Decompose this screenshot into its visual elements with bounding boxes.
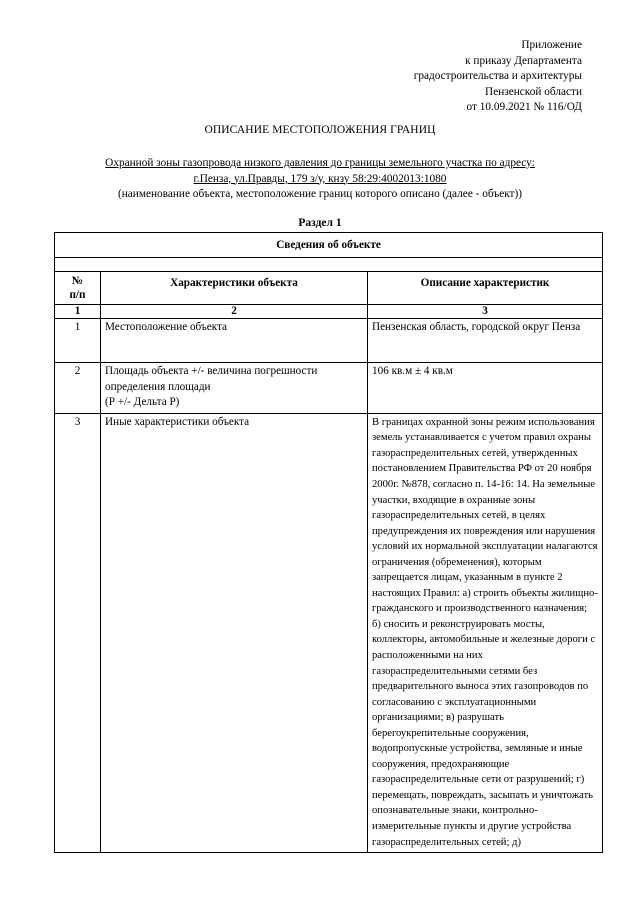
column-number: 2: [101, 305, 368, 319]
object-description: [0, 156, 640, 203]
row-number: 3: [55, 413, 101, 852]
header-number: № п/п: [55, 272, 101, 305]
appendix-line: градостроительства и архитектуры: [413, 70, 582, 83]
table-spacer-row: [55, 258, 603, 272]
object-name-line: Охранной зоны газопровода низкого давления до границы земельного участка по адресу:: [105, 157, 535, 169]
table-caption: Сведения об объекте: [55, 233, 603, 258]
appendix-line: к приказу Департамента: [465, 54, 582, 67]
table-row: [55, 319, 603, 363]
header-characteristic: Характеристики объекта: [101, 272, 368, 305]
row-characteristic: Площадь объекта +/- величина погрешности определения площади (Р +/- Дельта Р): [101, 363, 368, 414]
appendix-line: Пензенской области: [485, 85, 582, 98]
row-description: Пензенская область, городской округ Пенза: [368, 319, 603, 363]
row-description: 106 кв.м ± 4 кв.м: [368, 363, 603, 414]
column-number: 1: [55, 305, 101, 319]
row-description: В границах охранной зоны режим использования земель устанавливается с учетом правил охраны газораспределительных сетей, утвержденных постановлением Правительства РФ от 20 ноября 2000г. №878, согласно п. 14-16: 14. На земельные участки, входящие в охранные зоны газораспределительных сетей, в целях предупреждения их повреждения или нарушения условий их нормальной эксплуатации налагаются ограничения (обременения), которым запрещается лицам, указанным в пункте 2 настоящих Правил: а) строить объекты жилищно-гражданского и производственного назначения; б) сносить и реконструировать мосты, коллекторы, автомобильные и железные дороги с расположенными на них газораспределительными сетями без предварительного выноса этих газопроводов по согласованию с эксплуатационными организациями; в) разрушать берегоукрепительные сооружения, водопропускные устройства, земляные и иные сооружения, предохраняющие газораспределительные сети от разрушений; г) перемещать, повреждать, засыпать и уничтожать опознавательные знаки, контрольно-измерительные пункты и другие устройства газораспределительных сетей; д): [368, 413, 603, 852]
row-number: 2: [55, 363, 101, 414]
table-header-row: [55, 272, 603, 305]
section-title: Раздел 1: [298, 217, 342, 229]
appendix-block: [282, 38, 582, 116]
object-info-table: [54, 232, 603, 853]
object-caption: (наименование объекта, местоположение границ которого описано (далее - объект)): [117, 188, 523, 200]
column-number-row: [55, 305, 603, 319]
object-address-line: г.Пенза, ул.Правды, 179 з/у, кнзу 58:29:4002013:1080: [193, 172, 447, 185]
appendix-line: Приложение: [521, 39, 582, 51]
appendix-line: от 10.09.2021 № 116/ОД: [466, 101, 582, 114]
header-description: Описание характеристик: [368, 272, 603, 305]
column-number: 3: [368, 305, 603, 319]
row-characteristic: Иные характеристики объекта: [101, 413, 368, 852]
table-row: [55, 363, 603, 414]
row-characteristic: Местоположение объекта: [101, 319, 368, 363]
table-row: [55, 413, 603, 852]
document-title: ОПИСАНИЕ МЕСТОПОЛОЖЕНИЯ ГРАНИЦ: [204, 124, 436, 136]
row-number: 1: [55, 319, 101, 363]
